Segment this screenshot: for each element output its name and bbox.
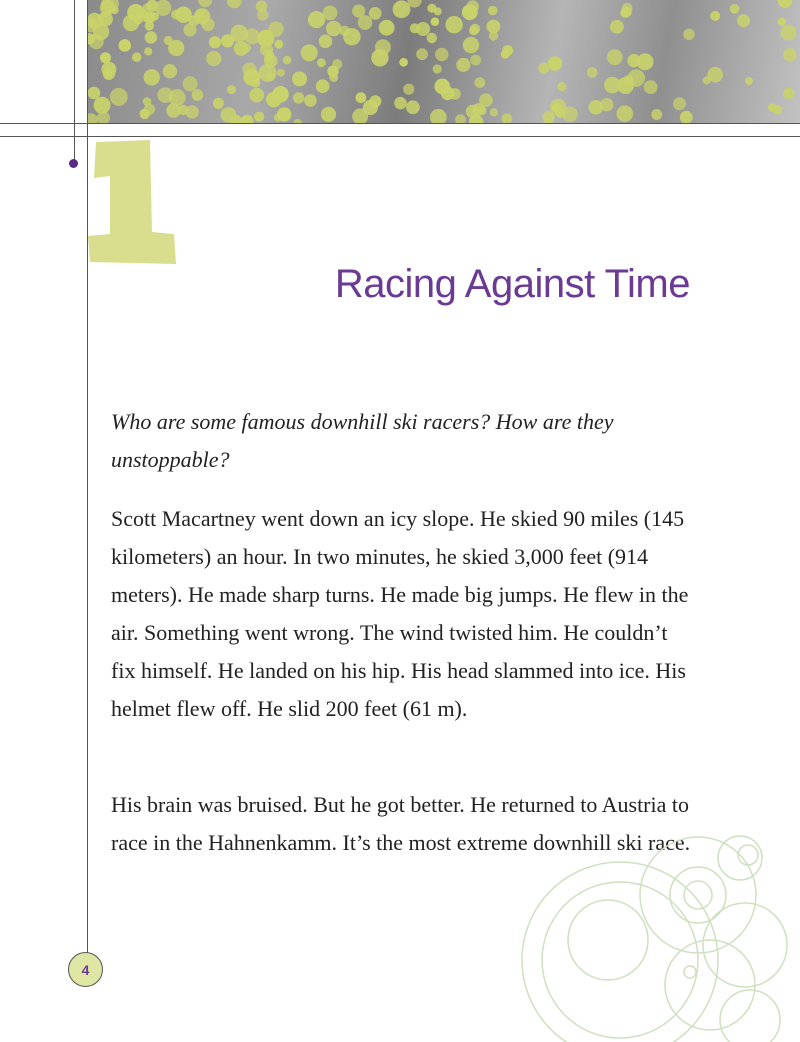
banner-dot xyxy=(433,64,442,73)
banner-dot xyxy=(145,31,157,43)
banner-dot xyxy=(587,67,598,78)
banner-dot xyxy=(607,49,623,65)
banner-dot xyxy=(213,98,224,109)
banner-dot xyxy=(356,92,367,103)
banner-dot xyxy=(501,50,510,59)
banner-dot xyxy=(243,44,251,52)
banner-dot xyxy=(778,0,792,8)
chapter-title: Racing Against Time xyxy=(334,262,690,306)
banner-dot xyxy=(552,103,561,112)
banner-dot xyxy=(489,31,499,41)
intro-question: Who are some famous downhill ski racers? How are they unstoppable? xyxy=(111,409,614,472)
margin-dot xyxy=(69,159,78,168)
banner-dot xyxy=(196,10,206,20)
banner-dot xyxy=(352,5,365,18)
banner-dot xyxy=(157,87,173,103)
banner-dot xyxy=(393,0,411,18)
banner-dot xyxy=(617,105,634,122)
banner-dot xyxy=(710,11,720,21)
banner-dot xyxy=(137,9,147,19)
banner-dot xyxy=(323,5,338,20)
banner-dot xyxy=(254,112,264,122)
banner-dot xyxy=(462,4,478,20)
banner-dot xyxy=(673,97,686,110)
banner-dot xyxy=(369,95,381,107)
top-rule xyxy=(0,123,800,124)
banner-dot xyxy=(455,114,466,123)
header-banner xyxy=(88,0,800,123)
banner-dot xyxy=(209,36,221,48)
banner-dot xyxy=(474,77,485,88)
banner-dot xyxy=(192,89,204,101)
banner-dot xyxy=(778,18,786,26)
body-paragraph-2: His brain was bruised. But he got better. He returned to Austria to race in the Hahnenkamm. It’s the most extreme downhill ski race. xyxy=(111,792,691,855)
banner-dot xyxy=(304,94,317,107)
banner-dot xyxy=(326,21,341,36)
banner-dot xyxy=(292,71,307,86)
banner-dot xyxy=(394,97,407,110)
banner-dot xyxy=(431,17,440,26)
banner-dot xyxy=(277,107,291,121)
decorative-circles xyxy=(500,820,800,1042)
banner-dot xyxy=(339,26,349,36)
banner-dot xyxy=(319,35,333,49)
banner-dot xyxy=(427,33,437,43)
banner-dot xyxy=(445,16,462,33)
banner-dot xyxy=(610,20,624,34)
banner-dot xyxy=(427,4,436,13)
banner-dot xyxy=(123,15,140,32)
banner-dot xyxy=(163,64,177,78)
banner-dot xyxy=(463,37,479,53)
banner-dot xyxy=(683,29,694,40)
banner-dot xyxy=(617,77,634,94)
banner-dot xyxy=(198,0,212,7)
banner-dot xyxy=(100,52,111,63)
banner-dot xyxy=(707,67,723,83)
banner-dot xyxy=(369,7,382,20)
banner-dot xyxy=(783,48,796,61)
banner-dot xyxy=(651,109,662,120)
banner-dot xyxy=(103,70,112,79)
banner-dot xyxy=(745,77,753,85)
banner-dot xyxy=(155,0,171,16)
banner-dot xyxy=(562,107,578,123)
banner-dot xyxy=(89,34,104,49)
body-paragraph-1: Scott Macartney went down an icy slope. He skied 90 miles (145 kilometers) an hour. In two minutes, he skied 3,000 feet (914 meters). He made sharp turns. He made big jumps. He flew in the air. Something went wrong. The wind twisted him. He couldn’t fix himself. He landed on his hip. His head slammed into ice. His helmet flew off. He slid 200 feet (61 m). xyxy=(111,506,689,721)
banner-dot xyxy=(183,23,196,36)
banner-dot xyxy=(257,30,274,47)
banner-dot xyxy=(730,4,740,14)
banner-dot xyxy=(132,52,142,62)
banner-dot xyxy=(399,58,408,67)
banner-dot xyxy=(490,108,498,116)
banner-dot xyxy=(321,107,336,122)
banner-dot xyxy=(403,84,414,95)
banner-dot xyxy=(227,0,242,8)
banner-dot xyxy=(470,55,481,66)
banner-dot xyxy=(737,14,750,27)
banner-dot xyxy=(94,97,111,114)
banner-dot xyxy=(379,20,395,36)
banner-dot xyxy=(538,63,549,74)
banner-pattern xyxy=(88,0,800,123)
banner-dot xyxy=(371,49,388,66)
banner-dot xyxy=(781,25,797,41)
banner-dot xyxy=(316,79,330,93)
banner-dot xyxy=(266,92,281,107)
banner-dot xyxy=(449,88,461,100)
banner-dot xyxy=(264,50,274,60)
banner-dot xyxy=(627,54,640,67)
banner-dot xyxy=(488,6,498,16)
banner-dot xyxy=(332,59,342,69)
banner-dot xyxy=(548,56,562,70)
banner-dot xyxy=(430,109,447,123)
banner-dot xyxy=(283,56,292,65)
banner-dot xyxy=(227,85,236,94)
banner-dot xyxy=(502,113,513,123)
banner-dot xyxy=(472,103,485,116)
page-number: 4 xyxy=(68,952,103,987)
banner-dot xyxy=(206,51,221,66)
banner-dot xyxy=(88,87,100,100)
banner-dot xyxy=(406,100,420,114)
banner-dot xyxy=(250,88,265,103)
banner-dot xyxy=(171,10,181,20)
banner-dot xyxy=(308,11,325,28)
banner-dot xyxy=(557,82,566,91)
banner-dot xyxy=(680,111,693,123)
banner-dot xyxy=(88,113,98,123)
banner-dot xyxy=(644,80,658,94)
chapter-number-graphic xyxy=(86,136,182,266)
banner-dot xyxy=(589,100,604,115)
banner-dot xyxy=(301,44,318,61)
banner-dot xyxy=(178,105,188,115)
banner-dot xyxy=(241,115,254,123)
banner-dot xyxy=(259,64,277,82)
banner-dot xyxy=(221,107,237,123)
banner-dot xyxy=(274,40,283,49)
banner-dot xyxy=(183,76,198,91)
banner-dot xyxy=(257,9,268,20)
banner-dot xyxy=(469,26,478,35)
banner-dot xyxy=(317,58,326,67)
banner-dot xyxy=(143,97,152,106)
banner-dot xyxy=(416,48,428,60)
banner-dot xyxy=(435,48,448,61)
banner-dot xyxy=(164,36,173,45)
banner-dot xyxy=(410,23,420,33)
banner-dot xyxy=(144,47,152,55)
banner-dot xyxy=(221,34,234,47)
banner-dot xyxy=(293,92,304,103)
banner-dot xyxy=(144,69,160,85)
banner-dot xyxy=(119,39,132,52)
banner-dot xyxy=(242,63,256,77)
banner-dot xyxy=(277,69,285,77)
banner-dot xyxy=(772,105,782,115)
banner-dot xyxy=(110,88,128,106)
banner-dot xyxy=(620,8,630,18)
left-margin-rule xyxy=(74,0,75,165)
banner-dot xyxy=(783,88,794,99)
banner-dot xyxy=(456,58,470,72)
